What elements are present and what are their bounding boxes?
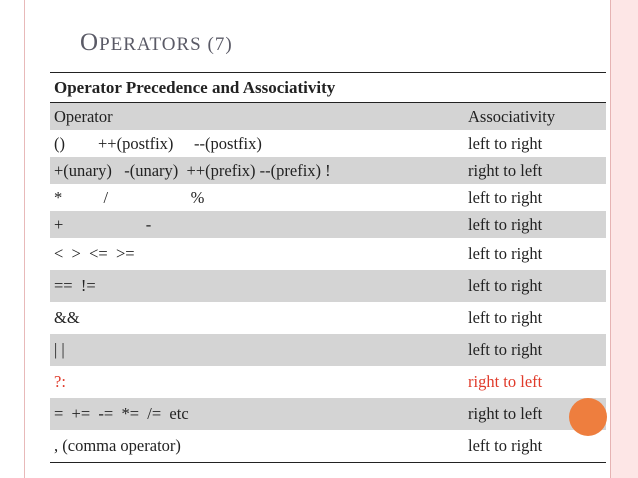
table-caption: Operator Precedence and Associativity bbox=[54, 77, 336, 97]
table-row bbox=[50, 366, 606, 398]
table-row bbox=[50, 184, 606, 211]
associativity-cell: left to right bbox=[468, 214, 543, 234]
operator-cell: = += -= *= /= etc bbox=[54, 404, 189, 423]
table-row bbox=[50, 430, 606, 462]
associativity-cell: left to right bbox=[468, 340, 543, 359]
operator-cell: < > <= >= bbox=[54, 244, 135, 263]
orange-circle-decoration bbox=[569, 398, 607, 436]
table-header-row bbox=[50, 103, 606, 130]
operator-cell: ?: bbox=[54, 372, 66, 391]
associativity-cell: right to left bbox=[468, 372, 543, 391]
associativity-cell: left to right bbox=[468, 244, 543, 263]
right-decorative-bar bbox=[610, 0, 638, 478]
associativity-cell: left to right bbox=[468, 436, 543, 455]
associativity-cell: left to right bbox=[468, 276, 543, 295]
title-initial: O bbox=[80, 29, 100, 56]
table-caption-row bbox=[50, 73, 606, 103]
associativity-cell: left to right bbox=[468, 187, 543, 207]
table-row bbox=[50, 398, 606, 430]
operator-cell: () ++(postfix) --(postfix) bbox=[54, 133, 262, 153]
operator-cell: && bbox=[54, 308, 80, 327]
precedence-table bbox=[50, 72, 606, 463]
slide-title bbox=[80, 28, 233, 60]
table-row bbox=[50, 302, 606, 334]
associativity-cell: left to right bbox=[468, 133, 543, 153]
associativity-cell: right to left bbox=[468, 160, 543, 180]
title-rest: PERATORS (7) bbox=[99, 34, 233, 55]
table-row bbox=[50, 270, 606, 302]
operator-cell: == != bbox=[54, 276, 96, 295]
table-row bbox=[50, 157, 606, 184]
operator-cell: + - bbox=[54, 214, 152, 234]
operator-cell: +(unary) -(unary) ++(prefix) --(prefix) ! bbox=[54, 160, 331, 180]
operator-cell: , (comma operator) bbox=[54, 436, 181, 455]
operator-cell: | | bbox=[54, 340, 65, 359]
column-header-operator: Operator bbox=[54, 106, 113, 126]
table-row bbox=[50, 211, 606, 238]
associativity-cell: right to left bbox=[468, 404, 543, 423]
table-row bbox=[50, 334, 606, 366]
column-header-associativity: Associativity bbox=[468, 106, 556, 126]
associativity-cell: left to right bbox=[468, 308, 543, 327]
left-margin-line bbox=[24, 0, 25, 478]
table-row bbox=[50, 238, 606, 270]
operator-cell: * / % bbox=[54, 187, 205, 207]
table-row bbox=[50, 130, 606, 157]
